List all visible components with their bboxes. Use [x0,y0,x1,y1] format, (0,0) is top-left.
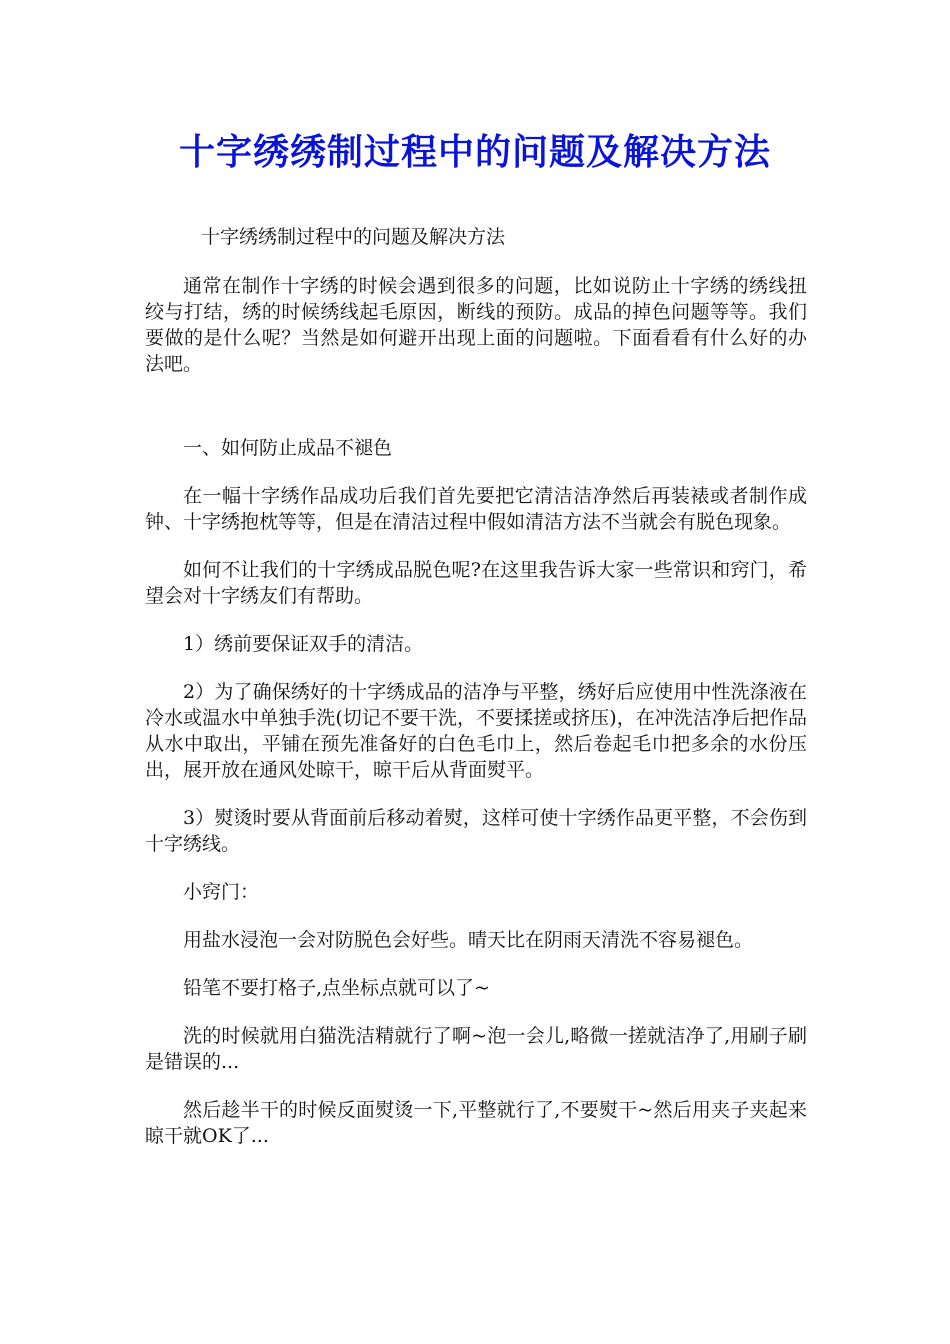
list-item-1: 1）绣前要保证双手的清洁。 [183,633,424,655]
tips-heading: 小窍门： [183,881,260,903]
tip-paragraph: 然后趁半干的时候反面熨烫一下,平整就行了,不要熨干~然后用夹子夹起来晾干就OK了... [145,1099,807,1147]
document-subtitle: 十字绣绣制过程中的问题及解决方法 [201,226,506,248]
page-title: 十字绣绣制过程中的问题及解决方法 [178,131,771,173]
tip-paragraph: 铅笔不要打格子,点坐标点就可以了~ [183,977,490,999]
list-item-2: 2）为了确保绣好的十字绣成品的洁净与平整，绣好后应使用中性洗涤液在冷水或温水中单独手洗(切记不要干洗，不要揉搓或挤压)，在冲洗洁净后把作品从水中取出，平铺在预先准备好的白色毛巾上，然后卷起毛巾把多余的水份压出，展开放在通风处晾干，晾干后从背面熨平。 [145,681,807,781]
intro-paragraph: 通常在制作十字绣的时候会遇到很多的问题，比如说防止十字绣的绣线扭绞与打结，绣的时候绣线起毛原因，断线的预防。成品的掉色问题等等。我们要做的是什么呢？当然是如何避开出现上面的问题啦。下面看看有什么好的办法吧。 [145,275,807,375]
body-paragraph: 如何不让我们的十字绣成品脱色呢?在这里我告诉大家一些常识和窍门，希望会对十字绣友们有帮助。 [145,559,807,607]
section-heading: 一、如何防止成品不褪色 [183,437,393,459]
body-paragraph: 在一幅十字绣作品成功后我们首先要把它清洁洁净然后再装裱或者制作成钟、十字绣抱枕等等，但是在清洁过程中假如清洁方法不当就会有脱色现象。 [145,485,807,533]
tip-paragraph: 用盐水浸泡一会对防脱色会好些。晴天比在阴雨天清洗不容易褪色。 [183,929,754,951]
tip-paragraph: 洗的时候就用白猫洗洁精就行了啊~泡一会儿,略微一搓就洁净了,用刷子刷是错误的... [145,1025,807,1073]
list-item-3: 3）熨烫时要从背面前后移动着熨，这样可使十字绣作品更平整，不会伤到十字绣线。 [145,807,807,855]
document-body [145,224,807,1149]
